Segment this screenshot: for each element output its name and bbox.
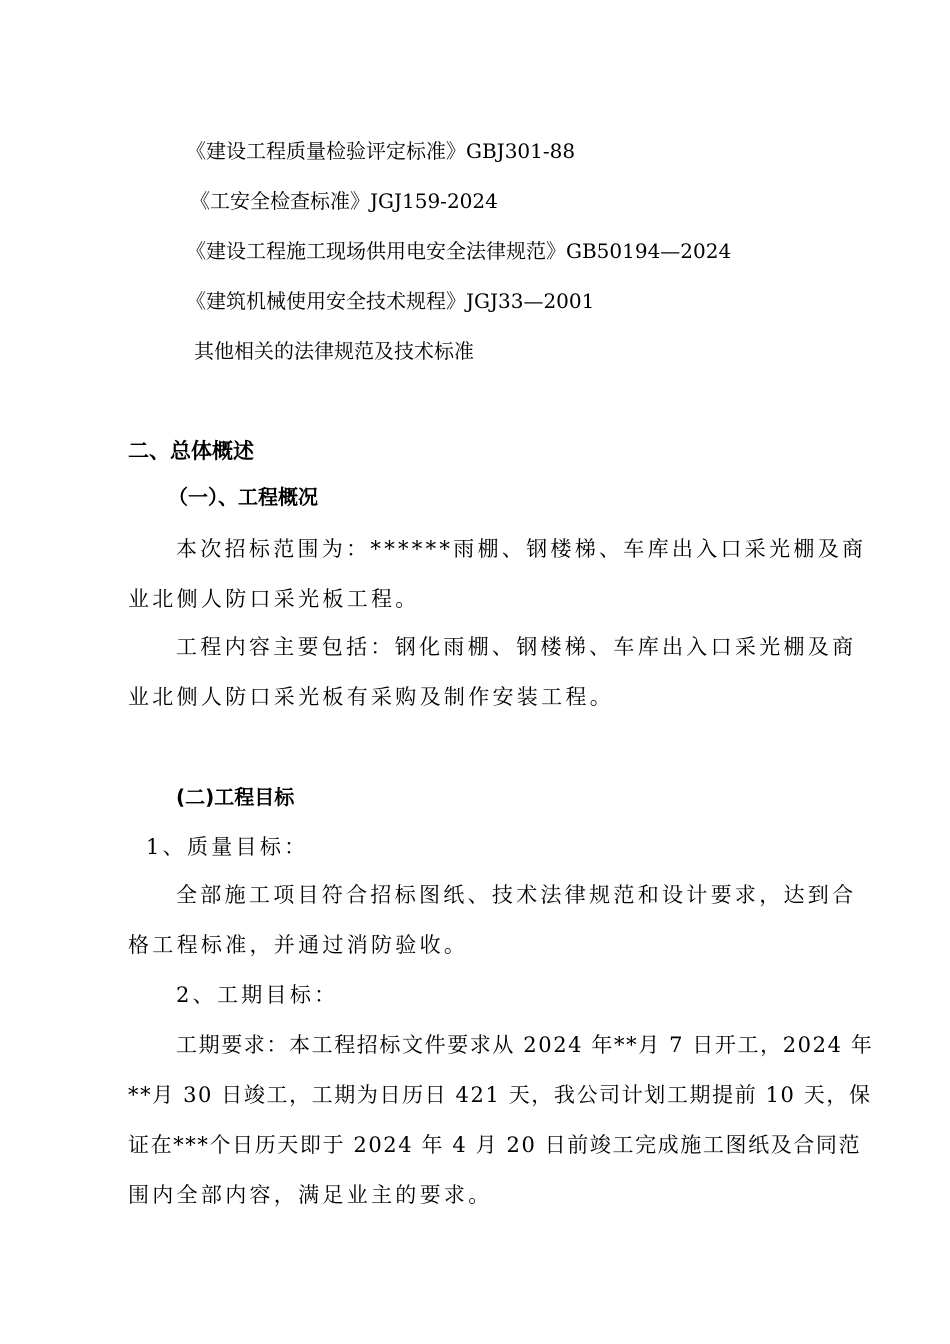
subsection-title: (二)工程目标 [176,785,295,809]
paragraph-line: **月 30 日竣工，工期为日历日 421 天，我公司计划工期提前 10 天，保 [128,1083,872,1107]
paragraph-line: 业北侧人防口采光板有采购及制作安装工程。 [128,685,614,709]
paragraph-line: 格工程标准，并通过消防验收。 [128,933,469,957]
paragraph-line: 业北侧人防口采光板工程。 [128,587,420,611]
paragraph-line: 证在***个日历天即于 2024 年 4 月 20 日前竣工完成施工图纸及合同范 [128,1133,862,1157]
goal-label: 1、质量目标： [146,835,309,859]
section-title: 二、总体概述 [128,439,254,463]
standard-item: 《工安全检查标准》JGJ159-2024 [190,189,498,213]
subsection-title: （一）、工程概况 [168,485,318,509]
paragraph-line: 工程内容主要包括：钢化雨棚、钢楼梯、车库出入口采光棚及商 [176,635,857,659]
paragraph-line: 围内全部内容，满足业主的要求。 [128,1183,493,1207]
standard-item: 《建设工程施工现场供用电安全法律规范》GB50194—2024 [186,239,732,263]
standard-item: 《建筑机械使用安全技术规程》JGJ33—2001 [186,289,595,313]
paragraph-line: 工期要求：本工程招标文件要求从 2024 年**月 7 日开工，2024 年 [176,1033,874,1057]
paragraph-line: 全部施工项目符合招标图纸、技术法律规范和设计要求，达到合 [176,883,857,907]
standard-item: 其他相关的法律规范及技术标准 [194,339,474,363]
goal-label: 2、工期目标： [176,983,339,1007]
paragraph-line: 本次招标范围为：******雨棚、钢楼梯、车库出入口采光棚及商 [176,537,867,561]
standard-item: 《建设工程质量检验评定标准》GBJ301-88 [186,139,576,163]
